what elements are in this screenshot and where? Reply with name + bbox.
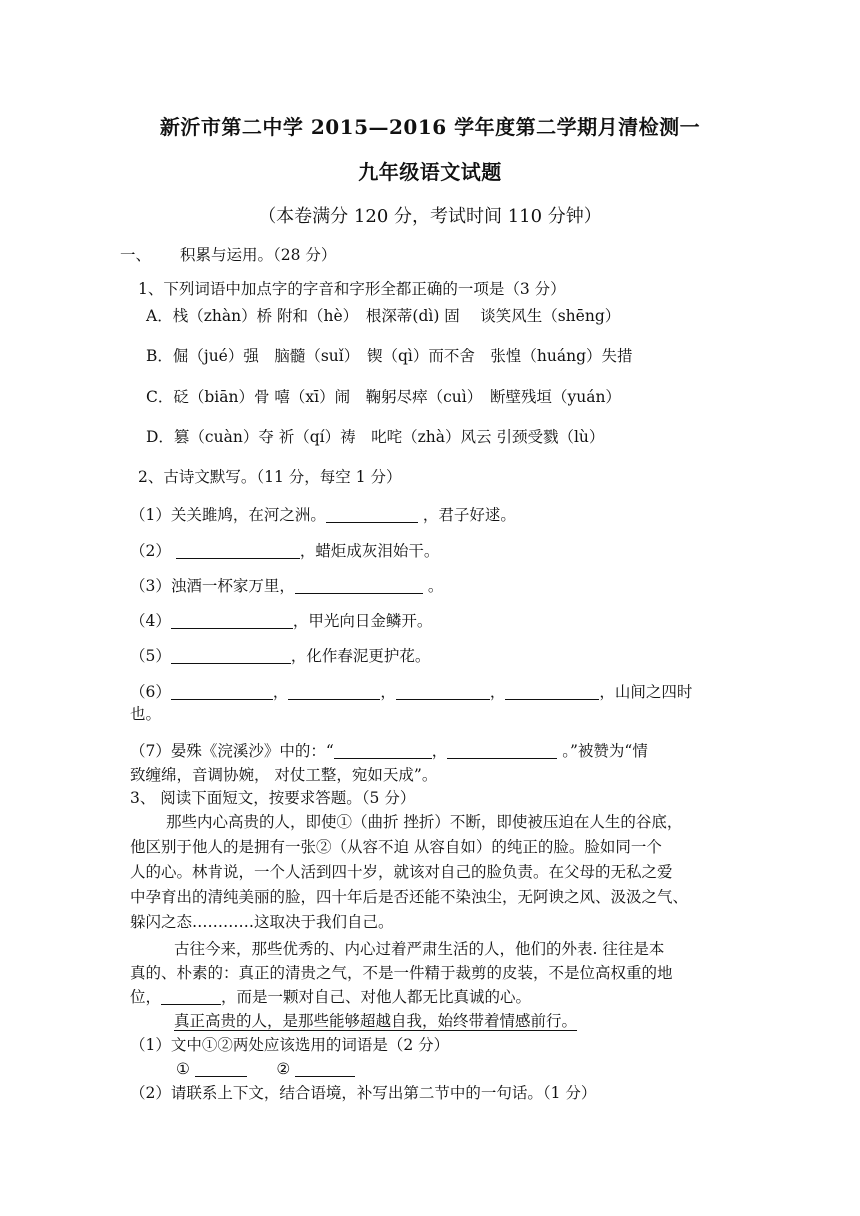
- passage-line: 躲闪之态…………这取决于我们自己。: [130, 913, 394, 931]
- answer-blank[interactable]: [176, 542, 300, 559]
- recite-line-2: [130, 540, 439, 562]
- passage-line-with-blank: [130, 986, 531, 1008]
- recite-prefix: （1）关关雎鸠，在河之洲。: [130, 506, 326, 524]
- answer-blank[interactable]: [334, 742, 432, 759]
- answer-blank[interactable]: [505, 683, 599, 700]
- question-1-option-d: D．篡（cuàn）夺 祈（qí）祷 叱咤（zhà）风云 引颈受戮（lù）: [146, 428, 605, 446]
- passage-line: 古往今来，那些优秀的、内心过着严肃生活的人，他们的外表. 往往是本: [174, 940, 665, 958]
- recite-prefix: （4）: [130, 612, 171, 630]
- question-1-option-c: C．砭（biān）骨 嘻（xī）闹 鞠躬尽瘁（cuì） 断壁残垣（yuán）: [146, 388, 621, 406]
- separator: ，: [431, 742, 448, 760]
- page-title: 新沂市第二中学 2015—2016 学年度第二学期月清检测一: [159, 115, 701, 139]
- recite-prefix: （5）: [130, 647, 171, 665]
- answer-blank[interactable]: [195, 1060, 247, 1077]
- recite-suffix: 。: [427, 577, 444, 595]
- answer-blank[interactable]: [295, 1060, 355, 1077]
- question-1-option-a: A．栈（zhàn）桥 附和（hè） 根深蒂(dì) 固 谈笑风生（shēng）: [146, 307, 621, 325]
- recite-prefix: （6）: [130, 683, 171, 701]
- recite-line-1: [130, 504, 516, 526]
- passage-line: 他区别于他人的是拥有一张②（从容不迫 从容自如）的纯正的脸。脸如同一个: [130, 838, 662, 856]
- underlined-sentence: 真正高贵的人，是那些能够超越自我，始终带着情感前行。: [174, 1012, 578, 1030]
- circled-number: ①: [176, 1060, 190, 1078]
- passage-line: 中孕育出的清纯美丽的脸，四十年后是否还能不染浊尘，无阿谀之风、汲汲之气、: [130, 888, 689, 906]
- passage-text: ，而是一颗对自己、对他人都无比真诚的心。: [221, 988, 532, 1006]
- passage-line: 人的心。林肯说，一个人活到四十岁，就该对自己的脸负责。在父母的无私之爱: [130, 863, 673, 881]
- answer-blank[interactable]: [288, 683, 380, 700]
- recite-line-6-cont: 也。: [130, 705, 162, 723]
- recite-prefix: （3）浊酒一杯家万里，: [130, 577, 295, 595]
- recite-line-5: [130, 645, 430, 667]
- recite-line-7-cont: 致缠绵，音调协婉， 对仗工整，宛如天成”。: [130, 766, 438, 784]
- sub-question-1: （1）文中①②两处应该选用的词语是（2 分）: [130, 1036, 450, 1054]
- separator: ，: [272, 683, 289, 701]
- question-2-stem: 2、古诗文默写。（11 分，每空 1 分）: [138, 468, 402, 486]
- recite-suffix: 。”被赞为“情: [562, 742, 648, 760]
- recite-prefix: （2）: [130, 542, 171, 560]
- recite-suffix: ，君子好逑。: [422, 506, 516, 524]
- answer-blank[interactable]: [171, 647, 291, 664]
- circled-number: ②: [276, 1060, 291, 1078]
- recite-prefix: （7）晏殊《浣溪沙》中的：“: [130, 742, 334, 760]
- passage-text: 位，: [130, 988, 162, 1006]
- answer-blank[interactable]: [295, 577, 423, 594]
- separator: ，: [489, 683, 506, 701]
- sub-question-1-answers: [176, 1058, 355, 1080]
- recite-line-7: [130, 740, 648, 762]
- answer-blank[interactable]: [326, 506, 418, 523]
- question-1-stem: 1、下列词语中加点字的字音和字形全都正确的一项是（3 分）: [138, 280, 566, 298]
- answer-blank[interactable]: [171, 683, 273, 700]
- recite-line-6: [130, 681, 692, 703]
- recite-suffix: ，化作春泥更护花。: [290, 647, 431, 665]
- section-number: 一、: [120, 246, 152, 264]
- passage-line: 真的、朴素的：真正的清贵之气，不是一件精于裁剪的皮装，不是位高权重的地: [130, 964, 673, 982]
- exam-info: （本卷满分 120 分，考试时间 110 分钟）: [258, 206, 602, 227]
- recite-suffix: ，山间之四时: [599, 683, 693, 701]
- page-subtitle: 九年级语文试题: [358, 160, 502, 184]
- answer-blank[interactable]: [171, 612, 293, 629]
- question-3-stem: 3、 阅读下面短文，按要求答题。（5 分）: [130, 789, 416, 807]
- recite-suffix: ，甲光向日金鳞开。: [292, 612, 433, 630]
- recite-line-4: [130, 610, 432, 632]
- answer-blank[interactable]: [161, 988, 221, 1005]
- recite-line-3: [130, 575, 443, 597]
- separator: ，: [380, 683, 396, 701]
- sub-question-2: （2）请联系上下文，结合语境，补写出第二节中的一句话。（1 分）: [130, 1084, 597, 1102]
- section-title: 积累与运用。（28 分）: [180, 246, 337, 264]
- passage-line: 那些内心高贵的人，即使①（曲折 挫折）不断，即使被压迫在人生的谷底，: [166, 813, 683, 831]
- question-1-option-b: B．倔（jué）强 脑髓（suǐ） 锲（qì）而不舍 张惶（huáng）失措: [146, 347, 633, 365]
- answer-blank[interactable]: [447, 742, 557, 759]
- recite-suffix: ，蜡炬成灰泪始干。: [299, 542, 440, 560]
- answer-blank[interactable]: [396, 683, 490, 700]
